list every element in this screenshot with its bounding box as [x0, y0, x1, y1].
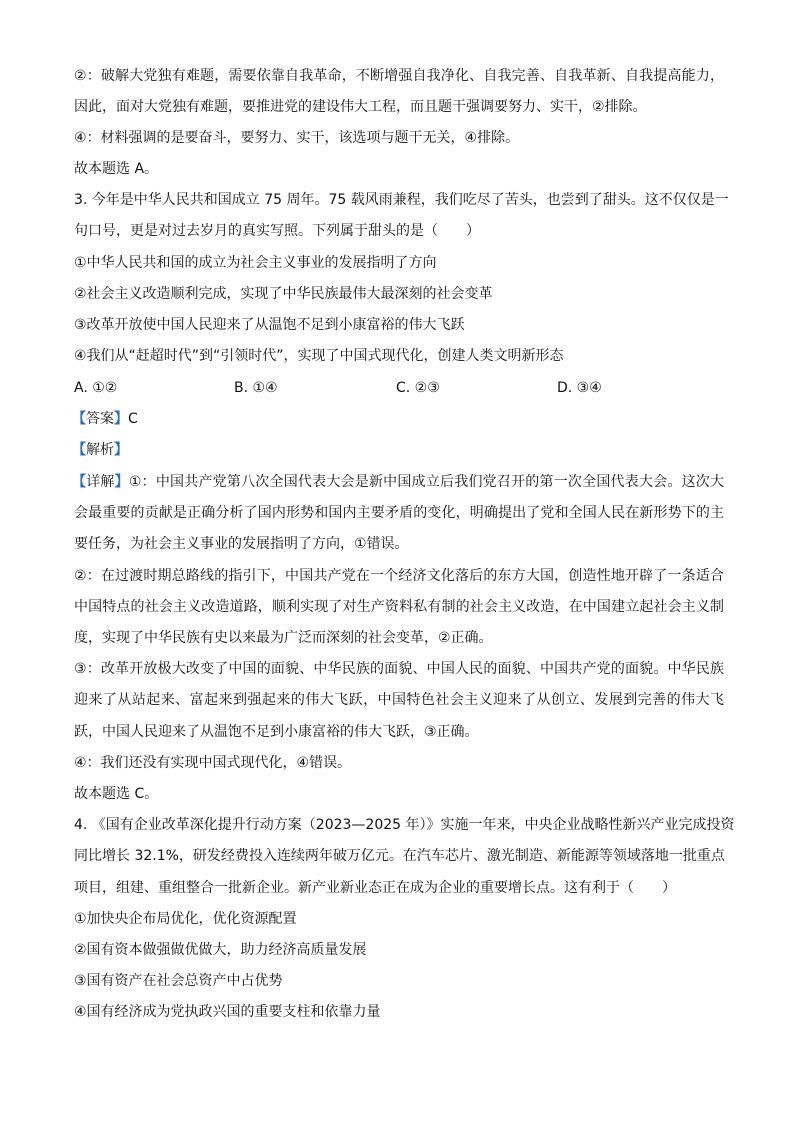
q4-statement: ③国有资产在社会总资产中占优势 [74, 973, 283, 989]
answer-tag-open: 【 [72, 411, 86, 427]
q4-statement: ④国有经济成为党执政兴国的重要支柱和依靠力量 [74, 1004, 381, 1020]
detail-tag-label: 详解 [86, 474, 115, 490]
q3-detail-line: ②：在过渡时期总路线的指引下，中国共产党在一个经济文化落后的东方大国，创造性地开辟了一条适合 [74, 568, 724, 584]
q3-detail-line: 要任务，为社会主义事业的发展指明了方向，①错误。 [74, 536, 409, 552]
q3-detail-line: ④：我们还没有实现中国式现代化，④错误。 [74, 755, 352, 771]
q3-statement: ②社会主义改造顺利完成，实现了中华民族最伟大最深刻的社会变革 [74, 286, 493, 302]
q3-detail-line [72, 472, 724, 492]
q3-option-a: A. ①② [74, 380, 118, 396]
q3-statement: ④我们从“赶超时代”到“引领时代”，实现了中国式现代化，创建人类文明新形态 [74, 348, 564, 364]
detail-tag-close: 】 [114, 474, 129, 490]
q3-conclusion: 故本题选 C。 [74, 786, 159, 802]
q3-stem-line: 句口号，更是对过去岁月的真实写照。下列属于甜头的是（ ） [74, 223, 480, 239]
q3-detail-line: ③：改革开放极大改变了中国的面貌、中华民族的面貌、中国人民的面貌、中国共产党的面貌。中华民族 [74, 661, 724, 677]
analysis-tag-close: 】 [114, 442, 128, 458]
q4-stem-line: 4. 《国有企业改革深化提升行动方案（2023—2025 年）》实施一年来，中央企业战略性新兴产业完成投资 [74, 817, 735, 833]
q4-statement: ②国有资本做强做优做大，助力经济高质量发展 [74, 942, 367, 958]
q2-analysis-line: 因此，面对大党独有难题，要推进党的建设伟大工程，而且题干强调要努力、实干，②排除。 [74, 99, 647, 115]
detail-text: ①：中国共产党第八次全国代表大会是新中国成立后我们党召开的第一次全国代表大会。这次大 [128, 474, 725, 490]
q3-detail-line: 迎来了从站起来、富起来到强起来的伟大飞跃，中国特色社会主义迎来了从创立、发展到完善的伟大飞 [74, 692, 724, 708]
analysis-tag-open: 【 [72, 442, 86, 458]
answer-value: C [128, 411, 138, 427]
q3-detail-line: 中国特点的社会主义改造道路，顺利实现了对生产资料私有制的社会主义改造，在中国建立起社会主义制 [74, 599, 724, 615]
q4-statement: ①加快央企布局优化，优化资源配置 [74, 911, 297, 927]
q3-stem-line: 3. 今年是中华人民共和国成立 75 周年。75 载风雨兼程，我们吃尽了苦头，也尝到了甜头。这不仅仅是一 [74, 192, 729, 208]
q3-statement: ①中华人民共和国的成立为社会主义事业的发展指明了方向 [74, 255, 437, 271]
q3-option-c: C. ②③ [396, 380, 440, 396]
analysis-tag-label: 解析 [86, 442, 114, 458]
detail-tag-open: 【 [72, 474, 87, 490]
answer-tag-label: 答案 [86, 411, 114, 427]
q3-detail-line: 会最重要的贡献是正确分析了国内形势和国内主要矛盾的变化，明确提出了党和全国人民在新形势下的主 [74, 505, 724, 521]
q3-statement: ③改革开放使中国人民迎来了从温饱不足到小康富裕的伟大飞跃 [74, 317, 465, 333]
q4-stem-line: 同比增长 32.1%，研发经费投入连续两年破万亿元。在汽车芯片、激光制造、新能源等领域落地一批重点 [74, 848, 725, 864]
q3-option-d: D. ③④ [557, 380, 602, 396]
q4-stem-line: 项目，组建、重组整合一批新企业。新产业新业态正在成为企业的重要增长点。这有利于（ ） [74, 880, 676, 896]
answer-tag-close: 】 [114, 411, 128, 427]
q3-analysis-heading [72, 440, 722, 460]
q2-conclusion: 故本题选 A。 [74, 161, 159, 177]
q2-analysis-line: ②：破解大党独有难题，需要依靠自我革命，不断增强自我净化、自我完善、自我革新、自我提高能力， [74, 68, 724, 84]
q3-detail-line: 度，实现了中华民族有史以来最为广泛而深刻的社会变革，②正确。 [74, 630, 493, 646]
q2-analysis-line: ④：材料强调的是要奋斗，要努力、实干，该选项与题干无关，④排除。 [74, 130, 520, 146]
q3-answer [72, 409, 722, 429]
q3-option-b: B. ①④ [234, 380, 278, 396]
q3-detail-line: 跃，中国人民迎来了从温饱不足到小康富裕的伟大飞跃，③正确。 [74, 724, 479, 740]
